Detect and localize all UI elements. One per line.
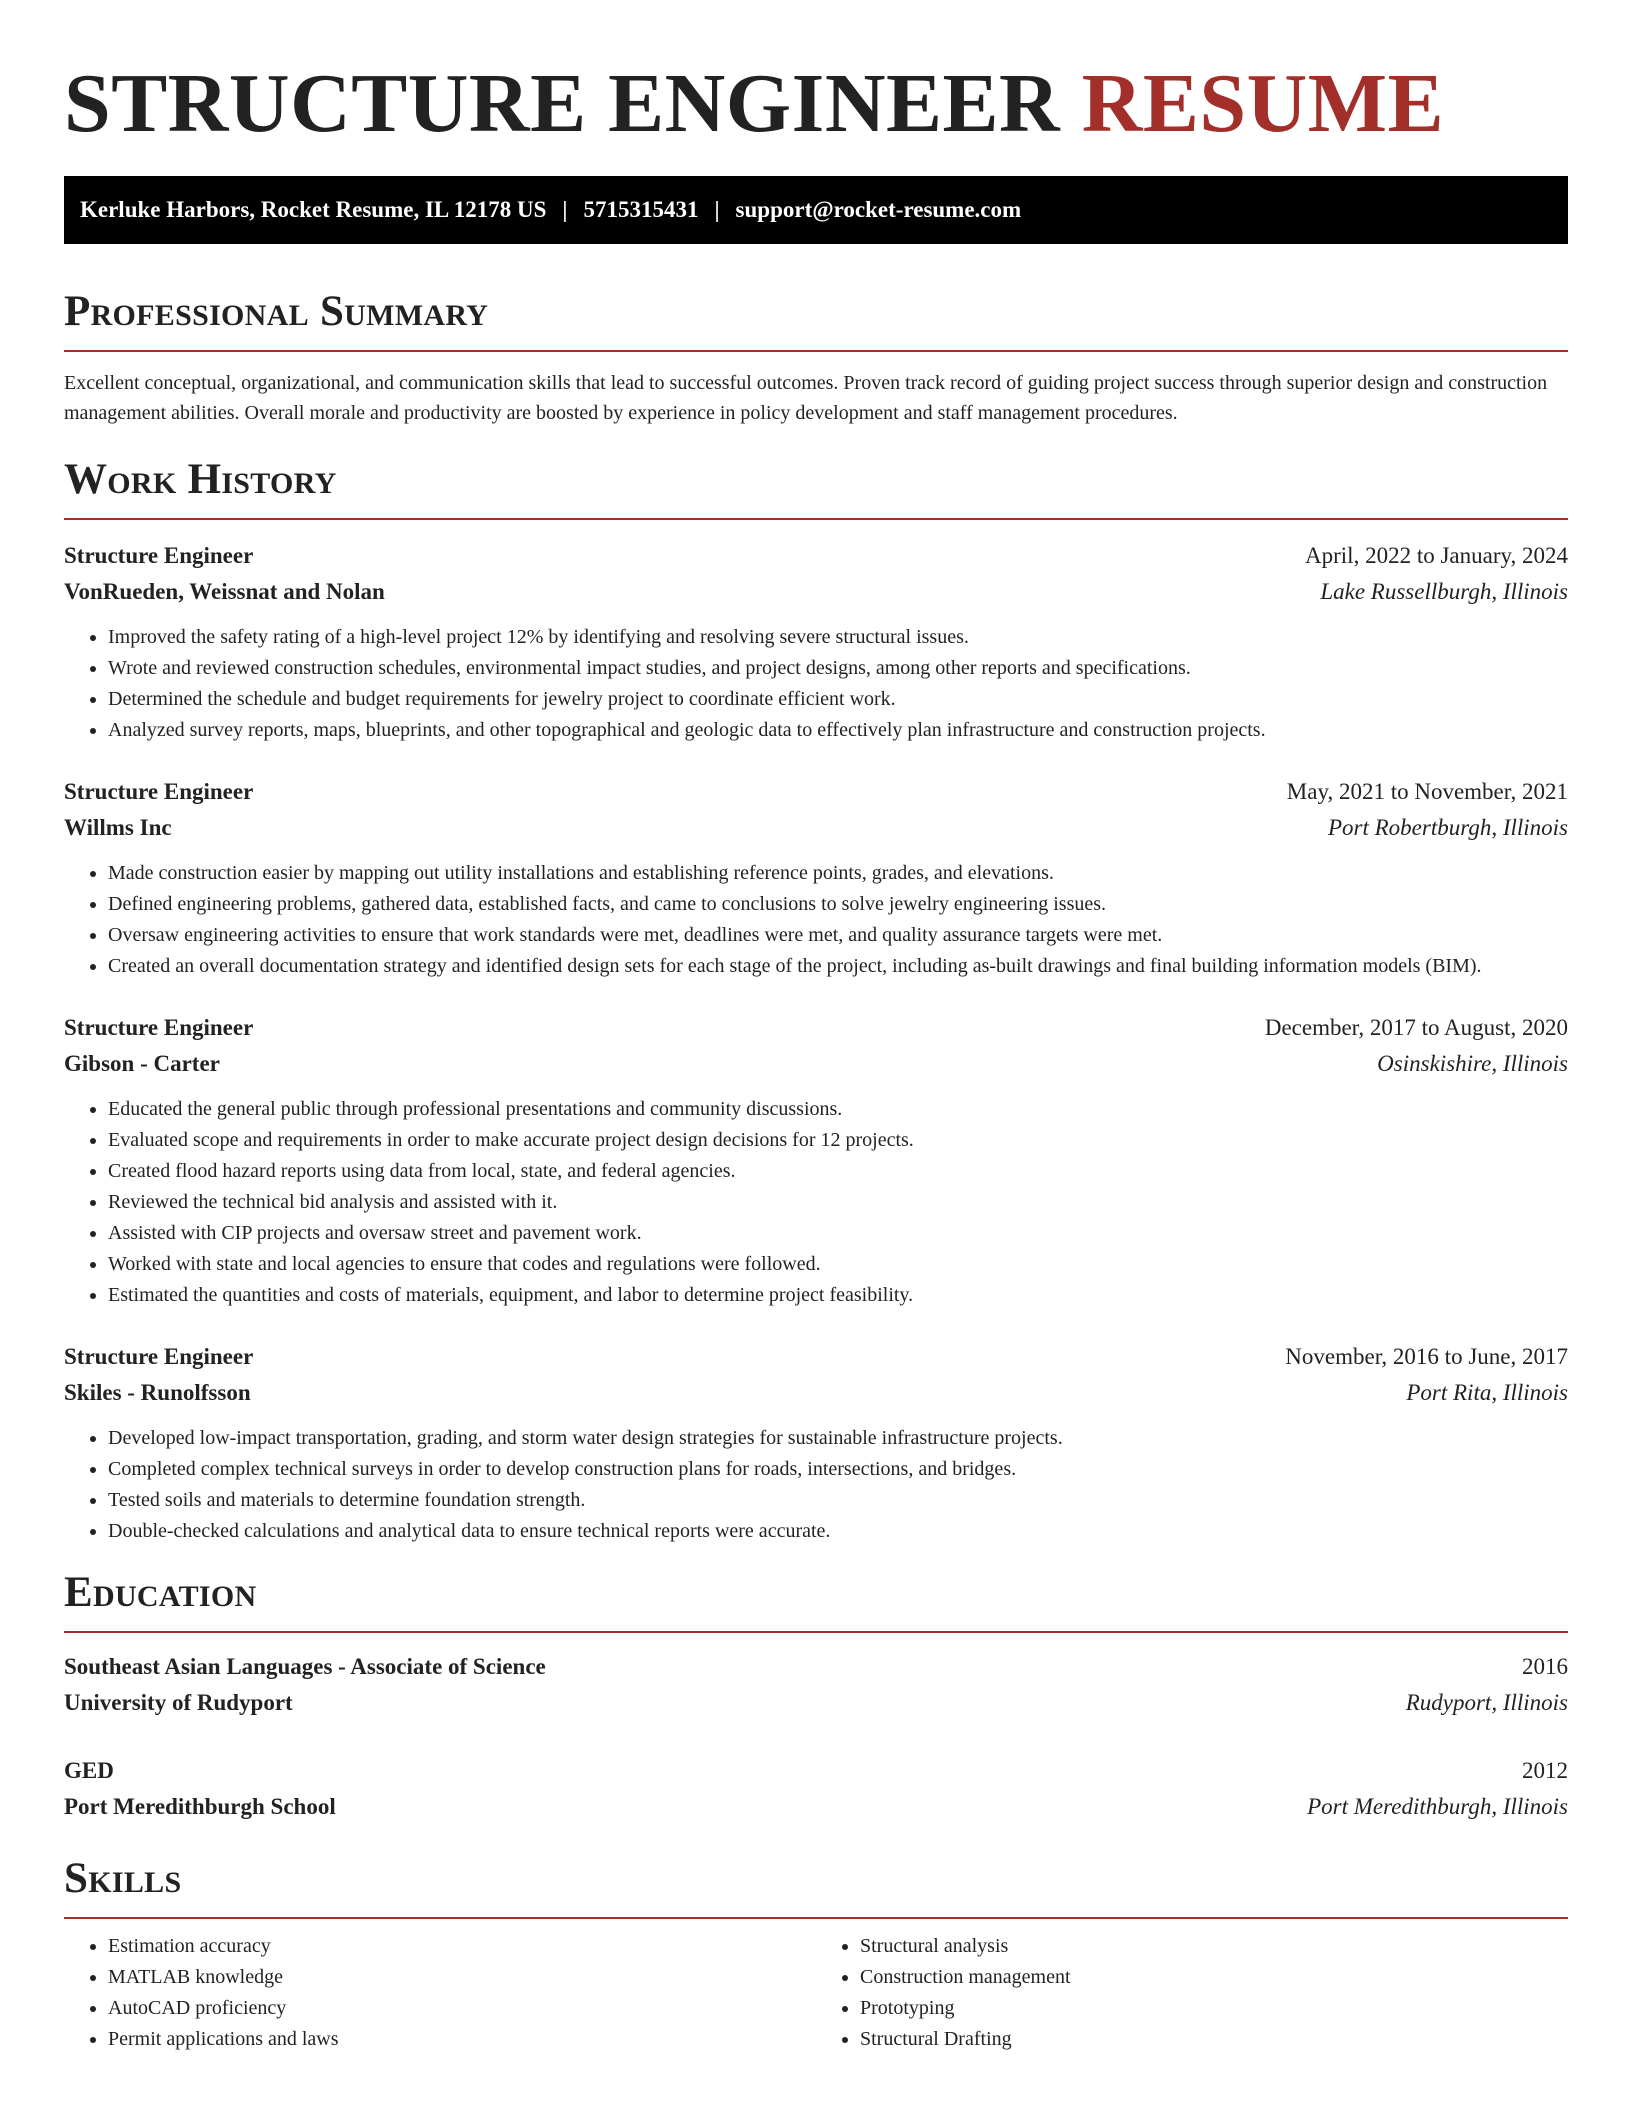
job-entry xyxy=(64,538,1568,746)
title-accent: RESUME xyxy=(1081,57,1445,150)
education-school-row xyxy=(64,1685,1568,1721)
contact-bar xyxy=(64,176,1568,244)
skill-item: • MATLAB knowledge xyxy=(108,1962,816,1993)
job-header-row xyxy=(64,774,1568,810)
job-company-row xyxy=(64,1375,1568,1411)
job-header-row xyxy=(64,538,1568,574)
education-degree-row xyxy=(64,1753,1568,1789)
job-bullets xyxy=(64,622,1568,746)
education-year: 2012 xyxy=(1522,1758,1568,1783)
job-company-row xyxy=(64,810,1568,846)
education-year: 2016 xyxy=(1522,1654,1568,1679)
job-company-row xyxy=(64,1046,1568,1082)
job-location: Lake Russellburgh, Illinois xyxy=(1320,579,1568,604)
job-bullet: • Evaluated scope and requirements in order to make accurate project design decisions for 12 projects. xyxy=(108,1125,1568,1156)
summary-text: Excellent conceptual, organizational, and communication skills that lead to successful outcomes. Proven track record of guiding project success through superior design and construction management abilities. Overall morale and productivity are boosted by experience in policy development and staff management procedures. xyxy=(64,372,1548,424)
job-bullet: • Created flood hazard reports using data from local, state, and federal agencies. xyxy=(108,1156,1568,1187)
section-divider xyxy=(64,518,1568,520)
job-bullets xyxy=(64,858,1568,982)
skills-column-right xyxy=(816,1931,1568,2055)
section-heading-skills: Skills xyxy=(64,1855,182,1902)
resume-title xyxy=(64,0,1568,176)
work-section xyxy=(64,456,1568,1547)
education-entry xyxy=(64,1753,1568,1825)
skills-section xyxy=(64,1855,1568,2055)
job-bullet: • Determined the schedule and budget requirements for jewelry project to coordinate efficient work. xyxy=(108,684,1568,715)
section-divider xyxy=(64,1631,1568,1633)
contact-separator: | xyxy=(714,197,720,222)
contact-phone[interactable]: 5715315431 xyxy=(583,197,699,222)
job-dates: December, 2017 to August, 2020 xyxy=(1264,1015,1568,1040)
job-dates: November, 2016 to June, 2017 xyxy=(1285,1344,1568,1369)
job-bullet: • Made construction easier by mapping out utility installations and establishing reference points, grades, and elevations. xyxy=(108,858,1568,889)
section-divider xyxy=(64,350,1568,352)
education-degree-row xyxy=(64,1649,1568,1685)
job-bullet: • Estimated the quantities and costs of materials, equipment, and labor to determine project feasibility. xyxy=(108,1280,1568,1311)
job-company: VonRueden, Weissnat and Nolan xyxy=(64,579,385,604)
job-location: Osinskishire, Illinois xyxy=(1377,1051,1568,1076)
job-bullets xyxy=(64,1094,1568,1311)
job-company: Skiles - Runolfsson xyxy=(64,1380,251,1405)
summary-section xyxy=(64,288,1568,428)
job-bullet: • Educated the general public through professional presentations and community discussions. xyxy=(108,1094,1568,1125)
job-dates: April, 2022 to January, 2024 xyxy=(1305,543,1568,568)
skills-column-left xyxy=(64,1931,816,2055)
job-bullet: • Oversaw engineering activities to ensure that work standards were met, deadlines were met, and quality assurance targets were met. xyxy=(108,920,1568,951)
job-location: Port Robertburgh, Illinois xyxy=(1327,815,1568,840)
skill-item: • Permit applications and laws xyxy=(108,2024,816,2055)
job-bullet: • Worked with state and local agencies to ensure that codes and regulations were followed. xyxy=(108,1249,1568,1280)
job-header-row xyxy=(64,1339,1568,1375)
job-company-row xyxy=(64,574,1568,610)
education-degree: Southeast Asian Languages - Associate of Science xyxy=(64,1654,546,1679)
job-bullet: • Reviewed the technical bid analysis and assisted with it. xyxy=(108,1187,1568,1218)
job-bullet: • Developed low-impact transportation, grading, and storm water design strategies for sustainable infrastructure projects. xyxy=(108,1423,1568,1454)
skill-item: • Structural analysis xyxy=(860,1931,1568,1962)
skill-item: • Structural Drafting xyxy=(860,2024,1568,2055)
job-title: Structure Engineer xyxy=(64,779,254,804)
education-school-row xyxy=(64,1789,1568,1825)
section-divider xyxy=(64,1917,1568,1919)
job-company: Gibson - Carter xyxy=(64,1051,220,1076)
education-location: Rudyport, Illinois xyxy=(1405,1690,1568,1715)
education-school: University of Rudyport xyxy=(64,1690,293,1715)
skills-grid xyxy=(64,1931,1568,2055)
job-bullet: • Completed complex technical surveys in order to develop construction plans for roads, intersections, and bridges. xyxy=(108,1454,1568,1485)
education-school: Port Meredithburgh School xyxy=(64,1794,336,1819)
job-location: Port Rita, Illinois xyxy=(1406,1380,1568,1405)
job-title: Structure Engineer xyxy=(64,543,254,568)
job-company: Willms Inc xyxy=(64,815,172,840)
education-entry xyxy=(64,1649,1568,1721)
job-dates: May, 2021 to November, 2021 xyxy=(1286,779,1568,804)
job-entry xyxy=(64,1339,1568,1547)
job-bullet: • Defined engineering problems, gathered data, established facts, and came to conclusions to solve jewelry engineering issues. xyxy=(108,889,1568,920)
contact-email[interactable]: support@rocket-resume.com xyxy=(735,197,1022,222)
job-entry xyxy=(64,1010,1568,1311)
education-section xyxy=(64,1569,1568,1825)
skill-item: • Construction management xyxy=(860,1962,1568,1993)
job-bullet: • Double-checked calculations and analytical data to ensure technical reports were accurate. xyxy=(108,1516,1568,1547)
contact-address: Kerluke Harbors, Rocket Resume, IL 12178 US xyxy=(80,197,547,222)
job-bullets xyxy=(64,1423,1568,1547)
skill-item: • Estimation accuracy xyxy=(108,1931,816,1962)
job-bullet: • Created an overall documentation strategy and identified design sets for each stage of the project, including as-built drawings and final building information models (BIM). xyxy=(108,951,1568,982)
contact-separator: | xyxy=(562,197,568,222)
section-heading-summary: Professional Summary xyxy=(64,288,489,335)
job-bullet: • Assisted with CIP projects and oversaw street and pavement work. xyxy=(108,1218,1568,1249)
job-bullet: • Wrote and reviewed construction schedules, environmental impact studies, and project designs, among other reports and specifications. xyxy=(108,653,1568,684)
job-bullet: • Tested soils and materials to determine foundation strength. xyxy=(108,1485,1568,1516)
education-location: Port Meredithburgh, Illinois xyxy=(1307,1794,1568,1819)
job-bullet: • Improved the safety rating of a high-level project 12% by identifying and resolving severe structural issues. xyxy=(108,622,1568,653)
job-entry xyxy=(64,774,1568,982)
skill-item: • Prototyping xyxy=(860,1993,1568,2024)
job-title: Structure Engineer xyxy=(64,1015,254,1040)
job-bullet: • Analyzed survey reports, maps, blueprints, and other topographical and geologic data to effectively plan infrastructure and construction projects. xyxy=(108,715,1568,746)
skill-item: • AutoCAD proficiency xyxy=(108,1993,816,2024)
education-degree: GED xyxy=(64,1758,114,1783)
job-header-row xyxy=(64,1010,1568,1046)
section-heading-work: Work History xyxy=(64,456,337,503)
title-main: STRUCTURE ENGINEER xyxy=(64,57,1061,150)
section-heading-education: Education xyxy=(64,1569,257,1616)
job-title: Structure Engineer xyxy=(64,1344,254,1369)
